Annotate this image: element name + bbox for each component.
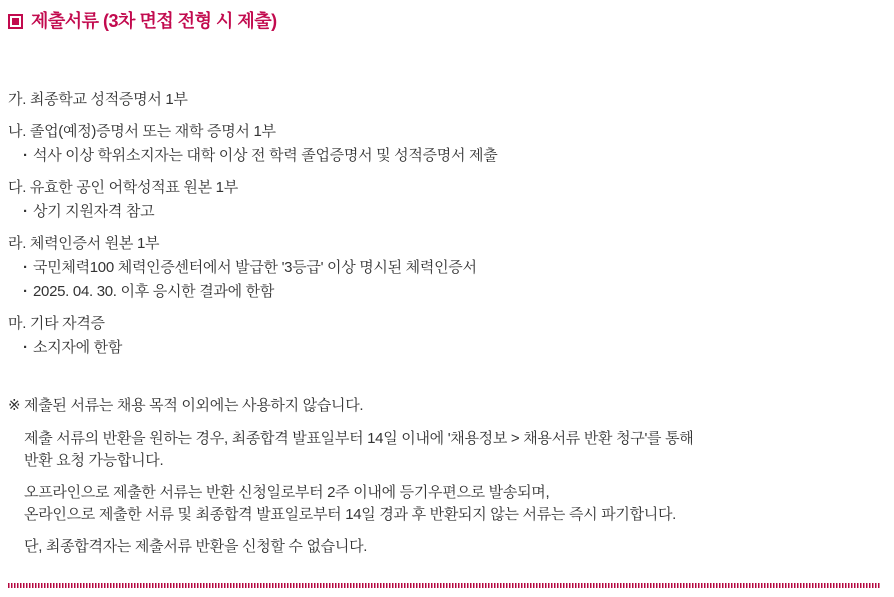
document-group <box>8 312 886 360</box>
document-sub-item-text: 2025. 04. 30. 이후 응시한 결과에 한함 <box>33 283 275 300</box>
document-sub-item <box>8 280 886 304</box>
section-header <box>8 10 886 32</box>
reference-mark-icon: ※ <box>8 397 21 414</box>
note-paragraph-line: 제출 서류의 반환을 원하는 경우, 최종합격 발표일부터 14일 이내에 '채용정보 > 채용서류 반환 청구'를 통해 <box>24 430 694 447</box>
note-paragraph <box>24 482 886 526</box>
note-paragraph-line: 반환 요청 가능합니다. <box>24 452 164 469</box>
document-group <box>8 88 886 112</box>
document-group <box>8 120 886 168</box>
document-list <box>8 88 886 360</box>
note-paragraphs <box>8 428 886 558</box>
bullet-dot-icon: · <box>23 283 28 300</box>
note-intro-text: 제출된 서류는 채용 목적 이외에는 사용하지 않습니다. <box>24 397 364 414</box>
document-item-label: 나. 졸업(예정)증명서 또는 재학 증명서 1부 <box>8 123 276 140</box>
document-sub-item-text: 소지자에 한함 <box>33 339 123 356</box>
document-sub-item-text: 석사 이상 학위소지자는 대학 이상 전 학력 졸업증명서 및 성적증명서 제출 <box>33 147 498 164</box>
note-paragraph <box>24 536 886 558</box>
document-sub-item <box>8 256 886 280</box>
document-item-label: 다. 유효한 공인 어학성적표 원본 1부 <box>8 179 238 196</box>
bullet-dot-icon: · <box>23 147 28 164</box>
square-in-square-bullet-icon <box>8 14 23 29</box>
document-item-label: 마. 기타 자격증 <box>8 315 105 332</box>
document-sub-item <box>8 336 886 360</box>
bullet-dot-icon: · <box>23 339 28 356</box>
bullet-dot-icon: · <box>23 203 28 220</box>
document-group <box>8 232 886 304</box>
document-sub-item <box>8 200 886 224</box>
section-title: 제출서류 (3차 면접 전형 시 제출) <box>31 11 277 31</box>
notes-section <box>8 394 886 558</box>
document-item-label: 가. 최종학교 성적증명서 1부 <box>8 91 188 108</box>
bullet-dot-icon: · <box>23 259 28 276</box>
note-paragraph <box>24 428 886 472</box>
document-sub-item <box>8 144 886 168</box>
note-paragraph-line: 단, 최종합격자는 제출서류 반환을 신청할 수 없습니다. <box>24 538 368 555</box>
note-paragraph-line: 온라인으로 제출한 서류 및 최종합격 발표일로부터 14일 경과 후 반환되지 않는 서류는 즉시 파기합니다. <box>24 506 677 523</box>
note-intro <box>8 394 886 418</box>
dotted-divider <box>8 583 880 588</box>
document-sub-item-text: 상기 지원자격 참고 <box>33 203 155 220</box>
document-item-label: 라. 체력인증서 원본 1부 <box>8 235 160 252</box>
document-group <box>8 176 886 224</box>
document-sub-item-text: 국민체력100 체력인증센터에서 발급한 '3등급' 이상 명시된 체력인증서 <box>33 259 477 276</box>
note-paragraph-line: 오프라인으로 제출한 서류는 반환 신청일로부터 2주 이내에 등기우편으로 발송되며, <box>24 484 550 501</box>
